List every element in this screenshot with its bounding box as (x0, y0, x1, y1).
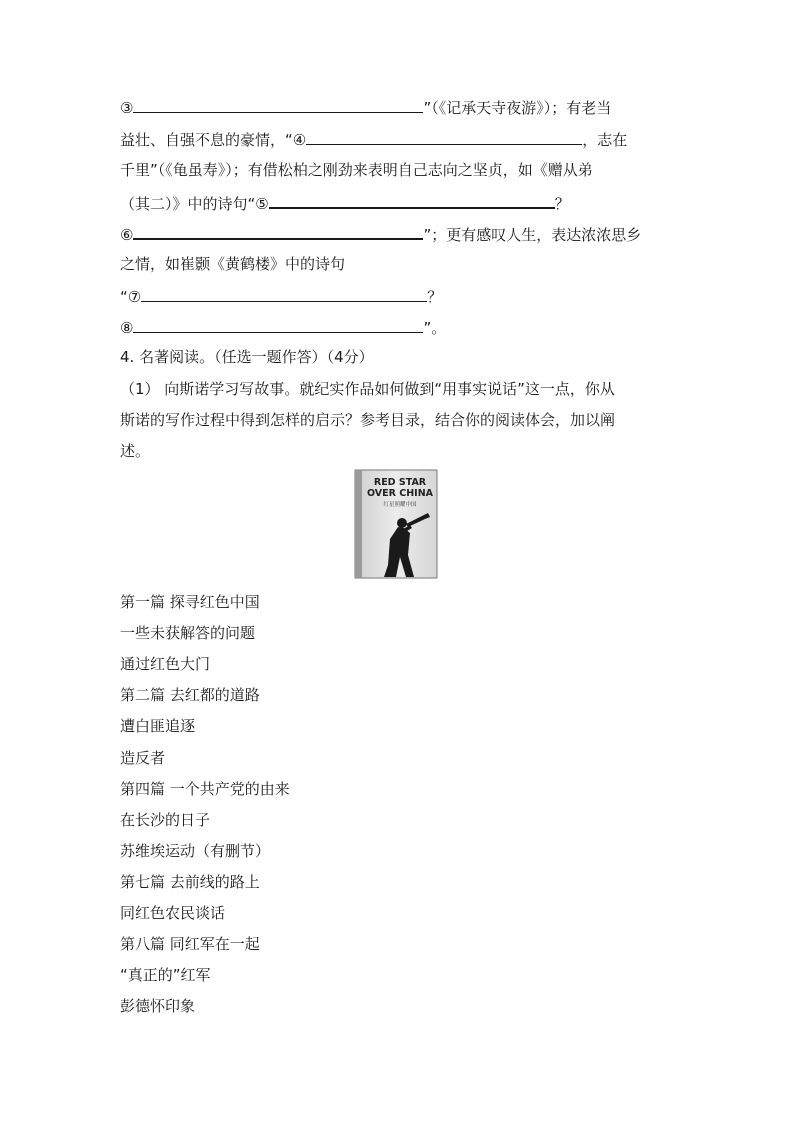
question-paragraph-line: （1） 向斯诺学习写故事。就纪实作品如何做到“用事实说话”这一点，你从 (120, 380, 615, 398)
cover-title-line2: OVER CHINA (366, 488, 434, 499)
line-text: ？ (554, 195, 570, 213)
answer-blank-7[interactable] (141, 285, 427, 302)
book-cover-image (354, 469, 438, 579)
line-text: （其二）》中的诗句“⑤ (120, 195, 269, 213)
cover-subtitle: 红星照耀中国 (383, 502, 417, 508)
blank-line-5 (120, 191, 570, 214)
toc-item: “真正的”红军 (120, 966, 211, 984)
toc-item: 第四篇 一个共产党的由来 (120, 780, 290, 798)
line-text: 之情，如崔颢《黄鹤楼》中的诗句 (120, 255, 346, 273)
cover-spine (355, 470, 362, 578)
line-text: ”。 (423, 319, 447, 337)
line-text: ，志在 (582, 131, 628, 149)
answer-blank-4[interactable] (306, 128, 582, 145)
text-line-3 (120, 160, 593, 180)
line-text: ？ (427, 288, 443, 306)
line-text: ”（《记承天寺夜游》）；有老当 (423, 99, 612, 117)
blank-number: ③ (120, 99, 134, 117)
cover-title-line1: RED STAR (373, 477, 427, 488)
question-title: 4. 名著阅读。（任选一题作答）（4分） (120, 348, 374, 366)
question-paragraph-line: 述。 (120, 442, 151, 460)
toc-item: 第二篇 去红都的道路 (120, 686, 260, 704)
toc-item: 同红色农民谈话 (120, 904, 226, 922)
toc-item: 通过红色大门 (120, 655, 211, 673)
blank-line-7 (120, 285, 442, 307)
blank-line-4 (120, 128, 627, 150)
blank-line-8 (120, 316, 446, 338)
line-text: ”；更有感叹人生，表达浓浓思乡 (423, 226, 642, 244)
toc-item: 苏维埃运动（有删节） (120, 842, 271, 860)
toc-item: 第七篇 去前线的路上 (120, 873, 260, 891)
toc-item: 第一篇 探寻红色中国 (120, 593, 260, 611)
toc-item: 遭白匪追逐 (120, 717, 196, 735)
line-text: 千里”（《龟虽寿》）；有借松柏之刚劲来表明自己志向之坚贞，如《赠从弟 (120, 161, 593, 179)
answer-blank-6[interactable] (133, 222, 423, 240)
line-text: 益壮、自强不息的豪情，“④ (120, 131, 307, 149)
question-paragraph-line: 斯诺的写作过程中得到怎样的启示？参考目录，结合你的阅读体会，加以阐 (120, 411, 616, 429)
toc-item: 在长沙的日子 (120, 811, 211, 829)
blank-line-3 (120, 96, 611, 118)
blank-line-6 (120, 222, 641, 245)
answer-blank-5[interactable] (269, 191, 555, 209)
toc-item: 第八篇 同红军在一起 (120, 935, 260, 953)
text-line-6 (120, 254, 345, 274)
answer-blank-3[interactable] (133, 96, 423, 113)
toc-item: 彭德怀印象 (120, 997, 196, 1015)
answer-blank-8[interactable] (133, 316, 423, 333)
toc-item: 造反者 (120, 749, 166, 767)
blank-number: ⑥ (120, 226, 134, 244)
blank-number: ⑧ (120, 319, 134, 337)
toc-item: 一些未获解答的问题 (120, 624, 256, 642)
line-text: “⑦ (120, 288, 142, 306)
